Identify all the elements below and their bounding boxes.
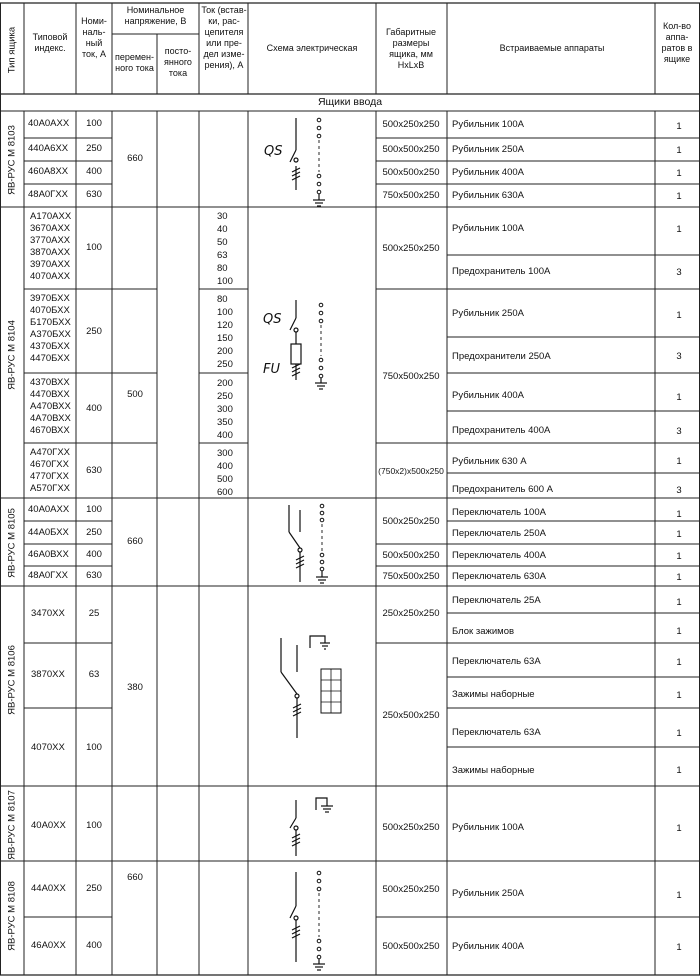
fuse-list: 300 400 500 600 [217,448,233,498]
device-cell: Зажимы наборные [452,689,535,700]
dims-cell: 750x500x250 [382,571,440,582]
current-cell: 250 [86,527,102,538]
header-devices: Встраиваемые аппараты [499,43,605,53]
dims-cell: 500x250x250 [382,243,440,254]
device-cell: Рубильник 630А [452,190,524,201]
dims-cell: 500x250x250 [382,822,440,833]
count-cell: 1 [676,626,682,637]
count-cell: 1 [676,765,682,776]
device-cell: Рубильник 100А [452,119,524,130]
dims-cell: 500x500x250 [382,167,440,178]
count-cell: 1 [676,572,682,583]
index-cell: 48А0ГХХ [28,189,69,200]
index-cell: 40А0АХХ [28,504,70,515]
device-cell: Рубильник 100А [452,223,524,234]
scheme-8107-switch [290,798,333,856]
device-cell: Рубильник 250А [452,888,524,899]
count-cell: 3 [676,351,682,362]
scheme-label-fu-8104: FU [263,362,280,377]
current-cell: 100 [86,742,102,753]
device-cell: Рубильник 400А [452,390,524,401]
index-list: 4370ВХХ 4470ВХХ А470ВХХ 4А70ВХХ 4670ВХХ [30,377,71,436]
index-cell: 48А0ГХХ [28,570,69,581]
count-cell: 1 [676,657,682,668]
header-voltage-ac: перемен-ного тока [114,52,155,73]
scheme-8105-changeover [289,504,328,583]
index-cell: 44А0БХХ [28,527,69,538]
count-cell: 1 [676,121,682,132]
count-cell: 1 [676,823,682,834]
device-cell: Рубильник 250А [452,144,524,155]
current-cell: 630 [86,465,102,476]
current-cell: 630 [86,189,102,200]
scheme-8106-changeover-terminals [281,636,341,738]
current-cell: 100 [86,242,102,253]
current-cell: 250 [86,143,102,154]
current-cell: 400 [86,940,102,951]
count-cell: 1 [676,310,682,321]
dims-cell: 500x250x250 [382,119,440,130]
current-cell: 25 [88,608,100,619]
box-type-8107: ЯВ-РУС М 8107 [6,790,18,860]
device-cell: Рубильник 250А [452,308,524,319]
device-cell: Переключатель 630А [452,571,546,582]
dims-cell: 500x250x250 [382,884,440,895]
index-cell: 44А0ХХ [31,883,66,894]
index-cell: 40А0АХХ [28,118,70,129]
device-cell: Переключатель 63А [452,656,541,667]
count-cell: 3 [676,426,682,437]
header-dims: Габаритные размеры ящика, мм HxLxB [386,27,436,70]
box-type-8104: ЯВ-РУС М 8104 [6,320,18,390]
count-cell: 1 [676,529,682,540]
device-cell: Переключатель 400А [452,550,546,561]
dims-cell: 500x500x250 [382,941,440,952]
dims-cell: 750x500x250 [382,371,440,382]
index-cell: 46А0ХХ [31,940,66,951]
header-fuse: Ток (встав-ки, рас-цепителя или пре-дел изме-рения), А [201,5,247,70]
voltage-8107-8108: 660 [127,872,143,883]
fuse-list: 80 100 120 150 200 250 [217,294,233,370]
box-type-8106: ЯВ-РУС М 8106 [6,645,18,715]
device-cell: Предохранители 250А [452,351,551,362]
device-cell: Переключатель 25А [452,595,541,606]
dims-cell: 250x500x250 [382,710,440,721]
voltage-8104: 500 [127,389,143,400]
header-count: Кол-во аппа-ратов в ящике [661,21,693,64]
device-cell: Переключатель 250А [452,528,546,539]
index-cell: 46А0ВХХ [28,549,69,560]
index-list: 3970БХХ 4070БХХ Б170БХХ А370БХХ 4370БХХ 4470БХХ [30,293,71,364]
dims-cell: 250x250x250 [382,608,440,619]
count-cell: 1 [676,690,682,701]
index-cell: 460А8ХХ [28,166,69,177]
header-type: Тип ящика [6,26,18,74]
scheme-label-qs-8103: QS [264,144,283,159]
section-title: Ящики ввода [317,96,383,108]
device-cell: Рубильник 400А [452,941,524,952]
scheme-label-qs-8104: QS [263,312,282,327]
device-cell: Рубильник 630 А [452,456,527,467]
current-cell: 100 [86,118,102,129]
count-cell: 1 [676,942,682,953]
box-type-8103: ЯВ-РУС М 8103 [6,125,18,195]
fuse-list: 200 250 300 350 400 [217,378,233,441]
count-cell: 1 [676,224,682,235]
count-cell: 3 [676,485,682,496]
device-cell: Зажимы наборные [452,765,535,776]
current-cell: 63 [88,669,100,680]
count-cell: 1 [676,191,682,202]
device-cell: Предохранитель 400А [452,425,551,436]
header-index: Типовой индекс. [32,32,68,53]
dims-cell: 500x500x250 [382,550,440,561]
index-list: А170АХХ 3670АХХ 3770АХХ 3870АХХ 3970АХХ 4070АХХ [30,211,72,282]
device-cell: Переключатель 63А [452,727,541,738]
current-cell: 250 [86,326,102,337]
dims-cell: 500x250x250 [382,516,440,527]
count-cell: 3 [676,267,682,278]
index-cell: 440А6ХХ [28,143,69,154]
header-voltage: Номинальное напряжение, В [124,5,187,26]
voltage-8106: 380 [127,682,143,693]
current-cell: 100 [86,504,102,515]
device-cell: Переключатель 100А [452,507,546,518]
fuse-list: 30 40 50 63 80 100 [217,211,233,287]
header-scheme: Схема электрическая [266,43,358,53]
device-cell: Предохранитель 100А [452,266,551,277]
dims-cell: (750x2)x500x250 [378,466,444,476]
current-cell: 400 [86,166,102,177]
current-cell: 630 [86,570,102,581]
count-cell: 1 [676,456,682,467]
device-cell: Рубильник 400А [452,167,524,178]
dims-cell: 750x500x250 [382,190,440,201]
device-cell: Предохранитель 600 А [452,484,553,495]
voltage-8103: 660 [127,153,143,164]
box-type-8108: ЯВ-РУС М 8108 [6,881,18,951]
count-cell: 1 [676,168,682,179]
device-cell: Блок зажимов [452,626,515,637]
current-cell: 100 [86,820,102,831]
current-cell: 400 [86,549,102,560]
scheme-8104-switch-fuse [290,300,327,389]
count-cell: 1 [676,597,682,608]
device-cell: Рубильник 100А [452,822,524,833]
count-cell: 1 [676,551,682,562]
dims-cell: 500x500x250 [382,144,440,155]
index-cell: 4070ХХ [31,742,65,753]
count-cell: 1 [676,890,682,901]
index-cell: 3470ХХ [31,608,65,619]
index-list: А470ГХХ 4670ГХХ 4770ГХХ А570ГХХ [30,447,71,494]
box-type-8105: ЯВ-РУС М 8105 [6,508,18,578]
scheme-8103-switch [290,118,325,206]
current-cell: 400 [86,403,102,414]
count-cell: 1 [676,145,682,156]
index-cell: 3870ХХ [31,669,65,680]
count-cell: 1 [676,509,682,520]
header-current: Номи-наль-ный ток, А [81,16,107,59]
count-cell: 1 [676,728,682,739]
count-cell: 1 [676,392,682,403]
header-voltage-dc: посто-янного тока [164,46,192,78]
voltage-8105: 660 [127,536,143,547]
index-cell: 40А0ХХ [31,820,66,831]
current-cell: 250 [86,883,102,894]
scheme-8108-switch [290,871,325,970]
